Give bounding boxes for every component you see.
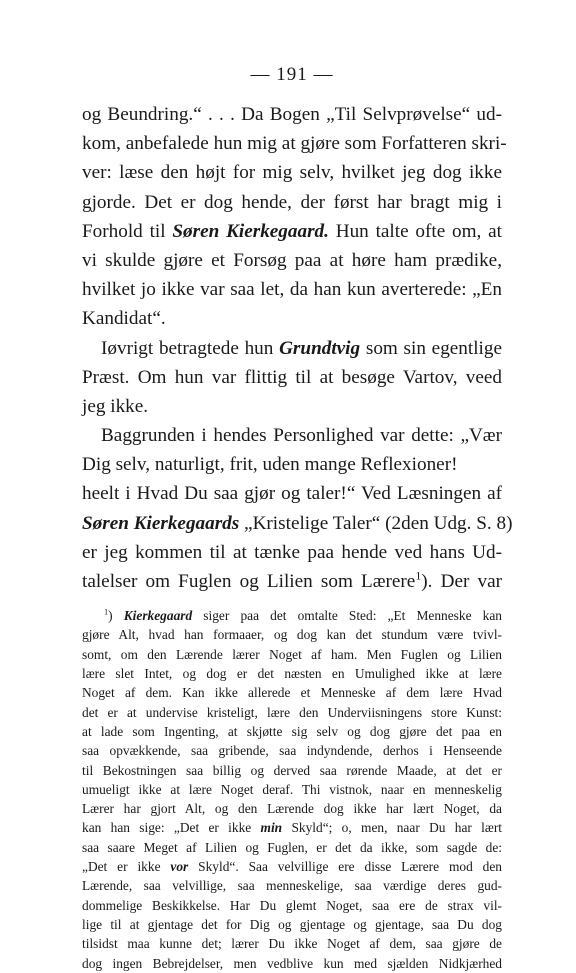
- body-text-line: [82, 567, 502, 596]
- text-segment: vi skulde gjøre et Forsøg paa at høre ham prædike,: [82, 249, 502, 271]
- footnote-line: [82, 876, 502, 895]
- text-segment: Hun talte ofte om, at: [328, 220, 502, 242]
- text-segment: er jeg kommen til at tænke paa hende ved hans Ud-: [82, 541, 502, 563]
- footnotes: [82, 606, 502, 973]
- footnote-line: [82, 606, 502, 625]
- text-segment: hvilket jo ikke var saa let, da han kun averterede: „En: [82, 279, 502, 301]
- body-text-line: [82, 217, 502, 246]
- footnote-line: [82, 915, 502, 934]
- text-segment: Baggrunden i hendes Personlighed var dette: „Vær: [101, 425, 502, 447]
- text-segment: ). Der var: [421, 571, 502, 592]
- footnote-line: [82, 954, 502, 973]
- text-segment: saa opvækkende, saa gribende, saa indyndende, derhos i Henseende: [82, 743, 502, 759]
- footnote-line: [82, 645, 502, 664]
- body-text-line: [82, 158, 502, 187]
- text-segment: umueligt ikke at lære Noget deraf. Thi vistnok, naar en menneskelig: [82, 781, 502, 797]
- text-segment: Skyld“. Saa velvillige ere disse Lærere mod den: [188, 859, 503, 875]
- body-text-line: [82, 246, 502, 275]
- emphasized-text: vor: [170, 859, 189, 875]
- footnote-line: [82, 934, 502, 953]
- footnote-line: [82, 683, 502, 702]
- body-text-line: [82, 275, 502, 304]
- footnote-line: [82, 799, 502, 818]
- text-segment: Skyld“; o, men, naar Du har lært: [282, 820, 502, 836]
- footnote-line: [82, 664, 502, 683]
- body-text-line: [82, 188, 502, 217]
- footnote-line: [82, 703, 502, 722]
- emphasized-text: Grundtvig: [279, 337, 361, 359]
- text-segment: Forhold til: [82, 220, 173, 242]
- text-segment: lige til at gjentage det for Dig og gjentage og gjentage, saa Du dog: [82, 916, 502, 932]
- text-segment: Kandidat“.: [82, 308, 166, 330]
- body-text-line: [82, 392, 502, 421]
- text-segment: Noget af dem. Kan ikke allerede et Menneske af dem lære Hvad: [82, 685, 502, 701]
- body-text-line: [82, 363, 502, 392]
- text-segment: talelser om Fuglen og Lilien som Lærere: [82, 571, 416, 592]
- text-segment: „Det er ikke: [82, 859, 171, 875]
- footnote-line: [82, 780, 502, 799]
- text-segment: dog ingen Bebrejdelser, men vedblive kun med sjælden Nidkjærhed: [82, 955, 502, 971]
- text-segment: som sin egentlige: [360, 337, 502, 359]
- body-text-line: [82, 421, 502, 450]
- footnote-line: [82, 761, 502, 780]
- footnote-line: [82, 896, 502, 915]
- text-segment: kom, anbefalede hun mig at gjøre som Forfatteren skri-: [82, 133, 507, 155]
- text-segment: jeg ikke.: [82, 395, 149, 417]
- text-segment: lære slet Intet, og dog er det næsten en Umulighed ikke at lære: [82, 666, 502, 682]
- footnote-marker: 1: [104, 607, 109, 617]
- text-segment: somt, om den Lærende lærer Noget af ham. Men Fuglen og Lilien: [82, 646, 502, 662]
- text-segment: Lærende, saa velvillige, saa menneskelige, saa værdige deres gud-: [82, 878, 502, 894]
- footnote-line: [82, 625, 502, 644]
- text-segment: Lærer har gjort Alt, og den Lærende dog ikke har lært Noget, da: [82, 801, 502, 817]
- text-segment: til Bekostningen saa billig og derved saa rørende Maade, at det er: [82, 762, 502, 778]
- body-text-line: [82, 304, 502, 333]
- text-segment: Iøvrigt betragtede hun: [101, 337, 280, 359]
- text-segment: at lade som Ingenting, at skjøtte sig selv og dog gjøre det paa en: [82, 723, 502, 739]
- footnote-line: [82, 857, 502, 876]
- emphasized-text: Søren Kierkegaards: [82, 512, 240, 534]
- body-text-line: [82, 479, 502, 508]
- text-segment: gjøre Alt, hvad han formaaer, og dog kan det stundum være tvivl-: [82, 627, 502, 643]
- text-segment: tilsidst maa kunne det; lærer Du ikke Noget af dem, saa gjøre de: [82, 936, 502, 952]
- emphasized-text: min: [260, 820, 283, 836]
- footnote-line: [82, 838, 502, 857]
- book-page: [82, 62, 513, 973]
- text-segment: ver: læse den højt for mig selv, hvilket jeg dog ikke: [82, 162, 502, 184]
- footnote-line: [82, 818, 502, 837]
- footnote-line: [82, 741, 502, 760]
- body-text-line: [82, 509, 513, 538]
- text-segment: dommelige Beskikkelse. Har Du glemt Noget, saa ere de strax vil-: [82, 897, 502, 913]
- text-segment: Præst. Om hun var flittig til at besøge Vartov, veed: [82, 366, 502, 388]
- text-segment: kan han sige: „Det er ikke: [82, 820, 261, 836]
- text-segment: ): [108, 608, 124, 624]
- text-segment: siger paa det omtalte Sted: „Et Menneske kan: [192, 608, 502, 624]
- body-text-line: [82, 334, 502, 363]
- body-text-line: [82, 129, 507, 158]
- body-text-line: [82, 450, 502, 479]
- text-segment: gjorde. Det er dog hende, der først har bragt mig i: [82, 191, 502, 213]
- emphasized-text: Kierkegaard: [123, 608, 193, 624]
- body-text: [82, 100, 513, 596]
- text-segment: saa saare Meget af Lilien og Fuglen, er det da ikke, som sagde de:: [82, 839, 502, 855]
- text-segment: det er at undervise kristeligt, lære den Underviisningens store Kunst:: [82, 704, 502, 720]
- page-number: — 191 —: [250, 64, 334, 85]
- body-text-line: [82, 538, 502, 567]
- text-segment: „Kristelige Taler“ (2den Udg. S. 8): [239, 512, 513, 534]
- body-text-line: [82, 100, 502, 129]
- footnote-line: [82, 722, 502, 741]
- text-segment: heelt i Hvad Du saa gjør og taler!“ Ved Læsningen af: [82, 483, 502, 505]
- text-segment: og Beundring.“ . . . Da Bogen „Til Selvprøvelse“ ud-: [82, 104, 502, 125]
- footnote-marker: 1: [415, 568, 422, 583]
- emphasized-text: Søren Kierkegaard.: [172, 220, 329, 242]
- text-segment: Dig selv, naturligt, frit, uden mange Reflexioner!: [82, 454, 458, 476]
